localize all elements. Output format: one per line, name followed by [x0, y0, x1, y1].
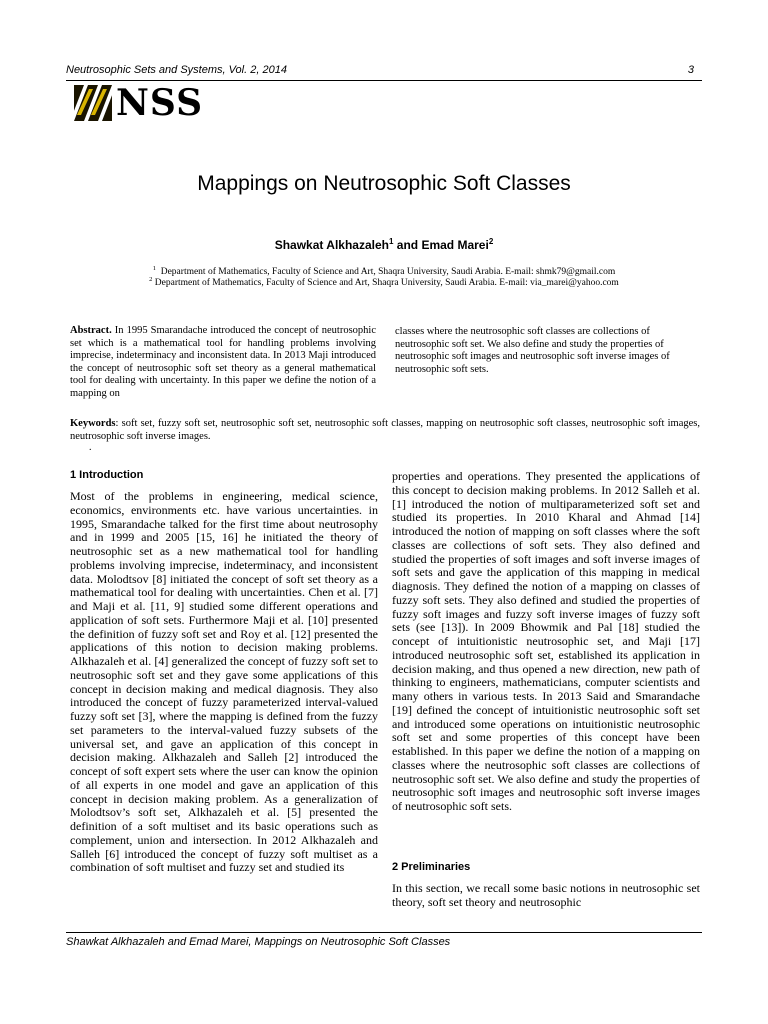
affiliation-text: Department of Mathematics, Faculty of Science and Art, Shaqra University, Saudi Arabia. E-mail: shmk79@gmail.com [160, 267, 616, 278]
keywords-label: Keywords [70, 418, 116, 429]
author-line [0, 237, 768, 252]
section-heading-introduction: 1 Introduction [70, 469, 144, 481]
author-connector: and [393, 238, 422, 252]
affiliation-marker: 1 [388, 237, 394, 246]
abstract-right: classes where the neutrosophic soft classes are collections of neutrosophic soft set. We also define and study the properties of neutrosophic soft images and neutrosophic soft inverse images of neutrosophic soft sets. [395, 326, 670, 375]
introduction-column-right: properties and operations. They presented the applications of this concept to decision making problems. In 2012 Salleh et al. [1] introduced the notion of multiparameterized soft set and studied its properties. In 2010 Kharal and Ahmad [14] introduced the notion of mapping on soft classes where the soft classes are collections of soft sets. They also defined and studied the properties of soft images and soft inverse images of soft sets and gave the application of this mapping in medical diagnosis. They defined the notion of a mapping on classes of fuzzy soft sets. They also defined and studied the properties of fuzzy soft images and fuzzy soft inverse images of fuzzy soft sets (see [13]). In 2009 Bhowmik and Pal [18] studied the concept of intuitionistic neutrosophic set, and Maji [17] introduced neutrosophic soft set, established its application in decision making, and thus opened a new direction, new path of thinking to engineers, mathematicians, computer scientists and many others in various tests. In 2013 Said and Smarandache [19] defined the concept of intuitionistic neutrosophic soft set and introduced some operations on intuitionistic neutrosophic soft set and some properties of this concept have been established. In this paper we define the notion of a mapping on classes where the neutrosophic soft classes are collections of neutrosophic soft set. We also define and study the properties of neutrosophic soft images and neutrosophic soft inverse images of neutrosophic soft sets. [392, 469, 700, 813]
abstract-label: Abstract. [70, 325, 112, 336]
abstract-text: In 1995 Smarandache introduced the concept of neutrosophic set which is a mathematical tool for handling problems involving imprecise, indeterminacy and inconsistent data. In 2013 Maji introduced the concept of neutrosophic soft set theory as a general mathematical tool for dealing with uncertainty. In this paper we define the notion of a mapping on [70, 325, 376, 399]
affiliation-marker: 2 [488, 237, 494, 246]
section-heading-preliminaries: 2 Preliminaries [392, 861, 471, 873]
journal-name: Neutrosophic Sets and Systems, Vol. 2, 2014 [66, 64, 287, 76]
preliminaries-text: In this section, we recall some basic notions in neutrosophic set theory, soft set theory and neutrosophic [392, 881, 700, 909]
stray-period: . [89, 442, 92, 453]
keywords [70, 418, 700, 443]
affiliation-line [0, 276, 768, 288]
affiliation-marker: 2 [149, 276, 153, 283]
affiliation-marker: 1 [152, 265, 156, 272]
running-header [66, 64, 694, 76]
page-number: 3 [687, 64, 694, 76]
author-name: Emad Marei [421, 238, 489, 252]
logo-text: NSS [116, 82, 204, 124]
introduction-column-left: Most of the problems in engineering, medical science, economics, environments etc. have various uncertainties. in 1995, Smarandache talked for the first time about neutrosophy and in 1999 and 2005 [15, 16] he initiated the theory of neutrosophic set as a new mathematical tool for handling problems involving imprecise, indeterminacy, and inconsistent data. Molodtsov [8] initiated the concept of soft set theory as a mathematical tool for dealing with uncertainties. Chen et al. [7] and Maji et al. [11, 9] studied some different operations and application of soft sets. Furthermore Maji et al. [10] presented the definition of fuzzy soft set and Roy et al. [12] presented the applications of this notion to decision making problems. Alkhazaleh et al. [4] generalized the concept of fuzzy soft set to neutrosophic soft set and they gave some applications of this concept in decision making and medical diagnosis. They also introduced the concept of fuzzy parameterized interval-valued fuzzy soft set [3], where the mapping is defined from the fuzzy set parameters to the interval-valued fuzzy subsets of the universal set, and gave an application of this concept in decision making. Alkhazaleh and Salleh [2] introduced the concept of soft expert sets where the user can know the opinion of all experts in one model and gave an application of this concept in decision making problem. As a generalization of Molodtsov’s soft set, Alkhazaleh et al. [5] presented the definition of a soft multiset and its basic operations such as complement, union and intersection. In 2012 Alkhazaleh and Salleh [6] introduced the concept of fuzzy soft multiset as a combination of soft multiset and fuzzy set and studied its [70, 489, 378, 875]
keywords-text: : soft set, fuzzy soft set, neutrosophic soft set, neutrosophic soft classes, mapping on neutrosophic soft classes, neutrosophic soft images, neutrosophic soft inverse images. [70, 418, 700, 442]
affiliation-text: Department of Mathematics, Faculty of Science and Art, Shaqra University, Saudi Arabia. E-mail: via_marei@yahoo.com [154, 278, 619, 289]
footer-rule [66, 932, 702, 933]
logo-emblem-icon [74, 85, 112, 121]
author-name: Shawkat Alkhazaleh [274, 238, 389, 252]
running-footer: Shawkat Alkhazaleh and Emad Marei, Mappings on Neutrosophic Soft Classes [66, 936, 451, 948]
abstract-left [70, 325, 376, 401]
paper-title: Mappings on Neutrosophic Soft Classes [197, 172, 571, 195]
journal-logo [74, 82, 214, 124]
header-rule [66, 80, 702, 81]
